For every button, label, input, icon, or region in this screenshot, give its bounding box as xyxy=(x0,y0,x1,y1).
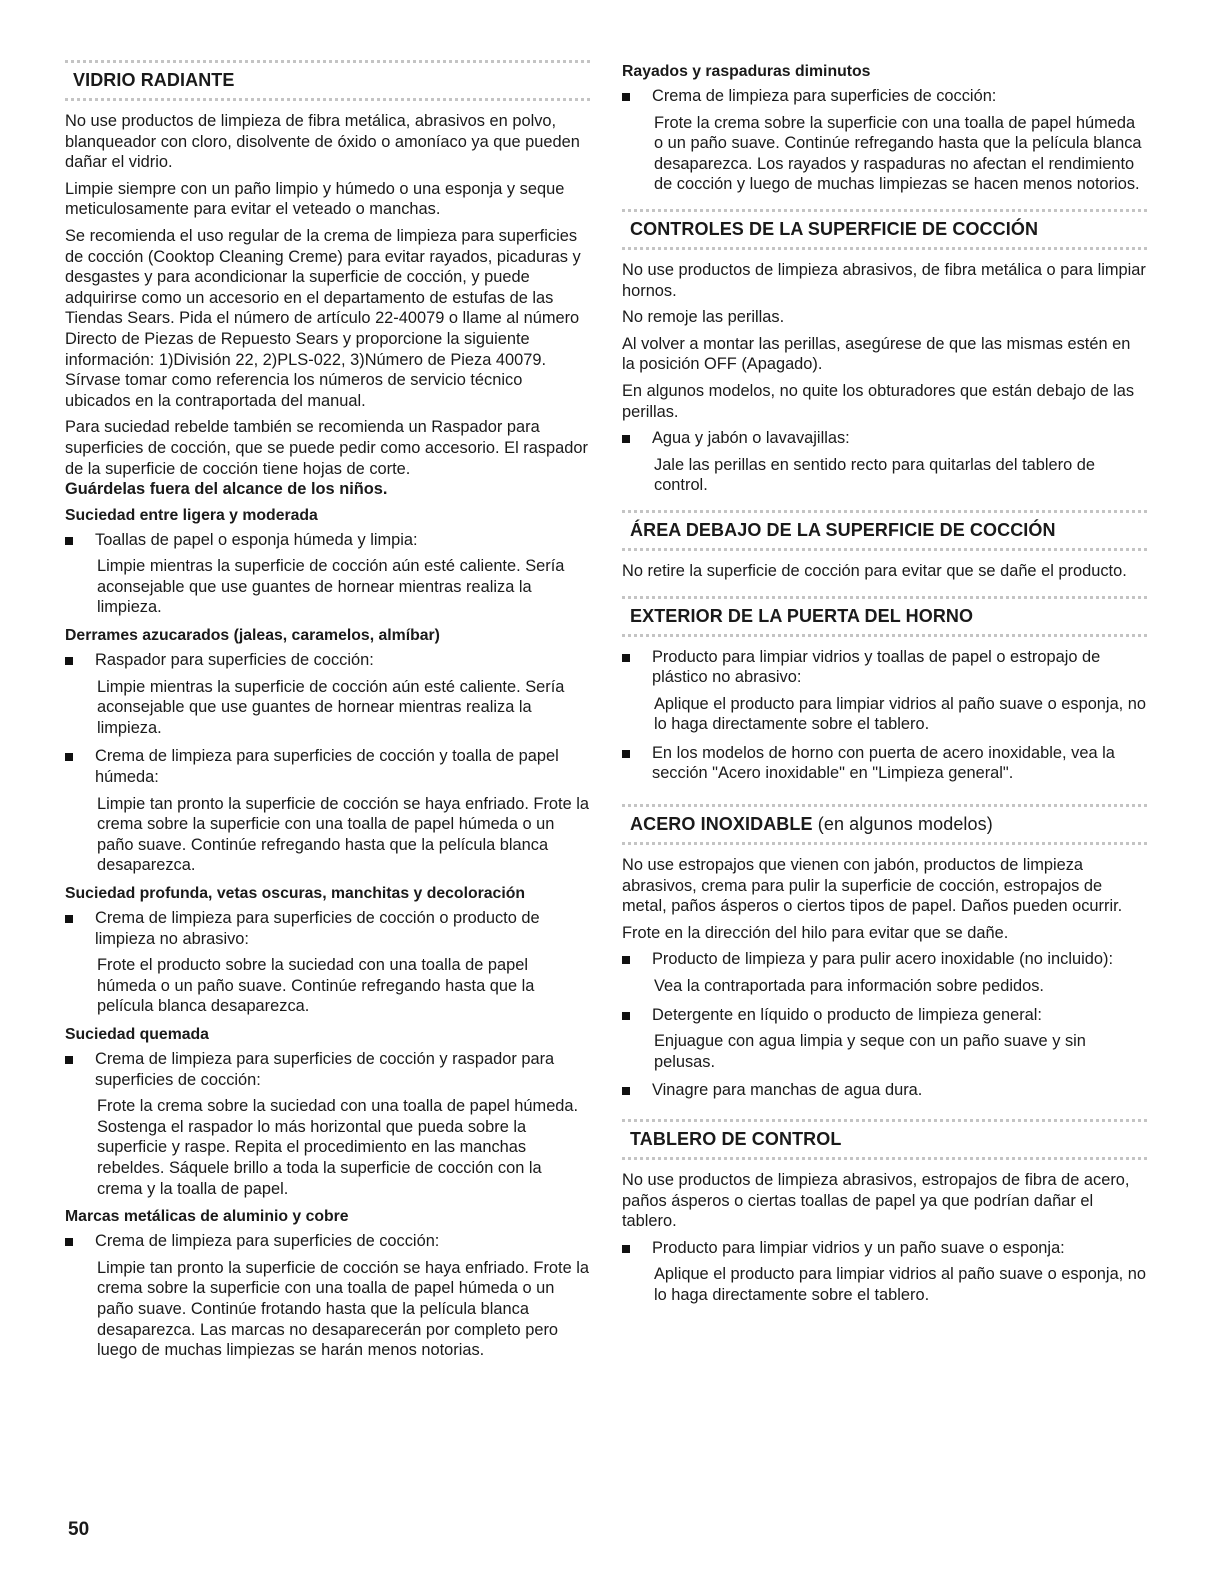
section-title-suffix: (en algunos modelos) xyxy=(817,814,993,835)
bullet-item xyxy=(622,1080,1147,1101)
paragraph: Limpie siempre con un paño limpio y húmedo o una esponja y seque meticulosamente para evitar el veteado o manchas. xyxy=(65,179,565,219)
bullet-square-icon xyxy=(622,654,630,662)
paragraph-text: Para suciedad rebelde también se recomienda un Raspador para superficies de cocción, que se puede pedir como accesorio. El raspador de la superficie de cocción tiene hojas de corte. xyxy=(65,418,588,478)
paragraph: Al volver a montar las perillas, asegúrese de que las mismas estén en la posición OFF (Apagado). xyxy=(622,334,1131,374)
subheading-quemada: Suciedad quemada xyxy=(65,1025,209,1043)
paragraph: Limpie mientras la superficie de cocción aún esté caliente. Sería aconsejable que use guantes de hornear mientras realiza la limpieza. xyxy=(97,557,565,617)
indented-text xyxy=(65,1258,590,1361)
bullet-item xyxy=(622,743,1147,784)
paragraph: No use productos de limpieza abrasivos, de fibra metálica o para limpiar hornos. xyxy=(622,260,1146,300)
paragraph: Vea la contraportada para información sobre pedidos. xyxy=(654,977,1044,996)
bullet-square-icon xyxy=(65,915,73,923)
paragraph: Limpie tan pronto la superficie de cocción se haya enfriado. Frote la crema sobre la superficie con una toalla de papel húmeda o un paño suave. Continúe frotando hasta que la película blanca desaparezca. Las marcas no desaparecerán por completo pero luego de muchas limpiezas se harán menos notorias. xyxy=(97,1258,589,1360)
bullet-item xyxy=(65,650,590,671)
bullet-item xyxy=(622,1005,1147,1026)
subheading-ligera: Suciedad entre ligera y moderada xyxy=(65,506,318,524)
paragraph: En algunos modelos, no quite los obturadores que están debajo de las perillas. xyxy=(622,381,1135,421)
bullet-item xyxy=(622,1238,1147,1259)
indented-text xyxy=(622,976,1147,997)
bullet-square-icon xyxy=(622,1087,630,1095)
subheading-derrames: Derrames azucarados (jaleas, caramelos, almíbar) xyxy=(65,627,440,645)
paragraph: No use productos de limpieza abrasivos, estropajos de fibra de acero, paños ásperos o ciertas toallas de papel ya que podrían dañar el tablero. xyxy=(622,1171,1130,1231)
right-column xyxy=(622,60,1147,1314)
bullet-square-icon xyxy=(622,1245,630,1253)
indented-text xyxy=(65,1096,590,1199)
paragraph: No use productos de limpieza de fibra metálica, abrasivos en polvo, blanqueador con cloro, disolvente de óxido o amoníaco ya que pueden dañar el vidrio. xyxy=(65,112,580,172)
paragraph: Se recomienda el uso regular de la crema de limpieza para superficies de cocción (Cooktop Cleaning Creme) para evitar rayados, picaduras y desgastes y para acondicionar la superficie de cocción, y puede adquirirse como un accesorio en el departamento de estufas de las Tiendas Sears. Pida el número de artículo 22-40079 o llame al número Directo de Piezas de Repuesto Sears y proporcione la siguiente información: 1)División 22, 2)PLS-022, 3)Número de Pieza 40079. Sírvase tomar como referencia los números de servicio técnico ubicados en la contraportada del manual. xyxy=(65,226,581,410)
indented-text xyxy=(622,694,1147,735)
paragraph: No remoje las perillas. xyxy=(622,308,785,327)
bullet-text: Agua y jabón o lavavajillas: xyxy=(652,429,850,448)
paragraph: Aplique el producto para limpiar vidrios al paño suave o esponja, no lo haga directamente sobre el tablero. xyxy=(654,1265,1147,1304)
subheading-profunda: Suciedad profunda, vetas oscuras, manchitas y decoloración xyxy=(65,885,526,902)
bullet-text: Crema de limpieza para superficies de cocción y toalla de papel húmeda: xyxy=(95,747,559,787)
paragraph: Limpie tan pronto la superficie de cocción se haya enfriado. Frote la crema sobre la superficie con una toalla de papel húmeda o un paño suave. Continúe refregando hasta que la película blanca desaparezca. xyxy=(97,794,589,875)
bullet-square-icon xyxy=(65,1056,73,1064)
section-title-acero xyxy=(622,804,1147,845)
bullet-text: Toallas de papel o esponja húmeda y limpia: xyxy=(95,530,418,549)
bullet-item xyxy=(65,746,590,787)
paragraph: Limpie mientras la superficie de cocción aún esté caliente. Sería aconsejable que use guantes de hornear mientras realiza la limpieza. xyxy=(97,677,565,737)
bullet-square-icon xyxy=(622,93,630,101)
bullet-text: En los modelos de horno con puerta de acero inoxidable, vea la sección "Acero inoxidable" en "Limpieza general". xyxy=(652,743,1115,783)
bullet-item xyxy=(65,530,590,551)
bullet-square-icon xyxy=(65,1238,73,1246)
section-title-exterior: EXTERIOR DE LA PUERTA DEL HORNO xyxy=(622,596,1147,637)
bullet-square-icon xyxy=(622,1012,630,1020)
indented-text xyxy=(622,455,1147,496)
paragraph: No use estropajos que vienen con jabón, productos de limpieza abrasivos, crema para pulir la superficie de cocción, estropajos de metal, paños ásperos o ciertos tipos de papel. Daños pueden ocurrir. xyxy=(622,856,1123,916)
bullet-square-icon xyxy=(65,657,73,665)
paragraph: Jale las perillas en sentido recto para quitarlas del tablero de control. xyxy=(654,455,1095,495)
bullet-square-icon xyxy=(65,537,73,545)
bullet-text: Crema de limpieza para superficies de cocción: xyxy=(652,87,997,105)
bullet-square-icon xyxy=(65,753,73,761)
subheading-rayados: Rayados y raspaduras diminutos xyxy=(622,63,871,80)
bullet-text: Producto para limpiar vidrios y un paño suave o esponja: xyxy=(652,1238,1065,1257)
page-number: 50 xyxy=(68,1519,90,1540)
bullet-item xyxy=(65,908,590,949)
paragraph: Frote la crema sobre la suciedad con una toalla de papel húmeda. Sostenga el raspador lo más horizontal que pueda sobre la superficie y raspe. Repita el procedimiento en las manchas rebeldes. Sáquele brillo a toda la superficie de cocción con la crema y la toalla de papel. xyxy=(97,1097,579,1198)
bullet-item xyxy=(622,949,1147,970)
bullet-text: Producto de limpieza y para pulir acero inoxidable (no incluido): xyxy=(652,950,1114,969)
section-title-controles: CONTROLES DE LA SUPERFICIE DE COCCIÓN xyxy=(622,209,1147,250)
left-column xyxy=(65,60,590,1369)
section-title-tablero: TABLERO DE CONTROL xyxy=(622,1119,1147,1160)
indented-text xyxy=(65,556,590,618)
paragraph xyxy=(65,417,590,499)
subheading-marcas: Marcas metálicas de aluminio y cobre xyxy=(65,1208,349,1226)
section-title-text: ACERO INOXIDABLE xyxy=(630,814,813,835)
paragraph: Aplique el producto para limpiar vidrios al paño suave o esponja, no lo haga directamente sobre el tablero. xyxy=(654,694,1147,734)
indented-text xyxy=(622,1031,1147,1072)
section-title-vidrio-radiante: VIDRIO RADIANTE xyxy=(65,60,590,101)
indented-text xyxy=(65,677,590,739)
bullet-text: Producto para limpiar vidrios y toallas de papel o estropajo de plástico no abrasivo: xyxy=(652,647,1101,687)
paragraph: Frote en la dirección del hilo para evitar que se dañe. xyxy=(622,923,1009,942)
bullet-text: Crema de limpieza para superficies de cocción o producto de limpieza no abrasivo: xyxy=(95,909,540,948)
section-title-area: ÁREA DEBAJO DE LA SUPERFICIE DE COCCIÓN xyxy=(622,510,1147,551)
paragraph: Enjuague con agua limpia y seque con un paño suave y sin pelusas. xyxy=(654,1032,1086,1071)
paragraph: Frote la crema sobre la superficie con una toalla de papel húmeda o un paño suave. Continúe refregando hasta que la película blanca desaparezca. Los rayados y raspaduras no afectan el rendimiento de cocción y luego de muchas limpiezas se hacen menos notorios. xyxy=(654,113,1142,194)
bullet-square-icon xyxy=(622,435,630,443)
bullet-text: Vinagre para manchas de agua dura. xyxy=(652,1081,923,1100)
paragraph: No retire la superficie de cocción para evitar que se dañe el producto. xyxy=(622,561,1127,580)
paragraph: Frote el producto sobre la suciedad con una toalla de papel húmeda o un paño suave. Continúe refregando hasta que la película blanca desaparezca. xyxy=(97,956,535,1016)
bullet-item xyxy=(65,1231,590,1252)
bullet-text: Crema de limpieza para superficies de cocción: xyxy=(95,1232,440,1251)
bullet-item xyxy=(622,428,1147,449)
bullet-square-icon xyxy=(622,750,630,758)
bullet-item xyxy=(622,647,1147,688)
indented-text xyxy=(65,955,590,1017)
bullet-square-icon xyxy=(622,956,630,964)
bullet-item xyxy=(65,1049,590,1090)
indented-text xyxy=(65,794,590,876)
indented-text xyxy=(622,113,1147,195)
bullet-text: Detergente en líquido o producto de limpieza general: xyxy=(652,1005,1042,1024)
indented-text xyxy=(622,1264,1147,1305)
warning-text: Guárdelas fuera del alcance de los niños. xyxy=(65,480,388,499)
bullet-item xyxy=(622,86,1147,107)
bullet-text: Raspador para superficies de cocción: xyxy=(95,651,374,670)
bullet-text: Crema de limpieza para superficies de cocción y raspador para superficies de cocción: xyxy=(95,1049,555,1089)
